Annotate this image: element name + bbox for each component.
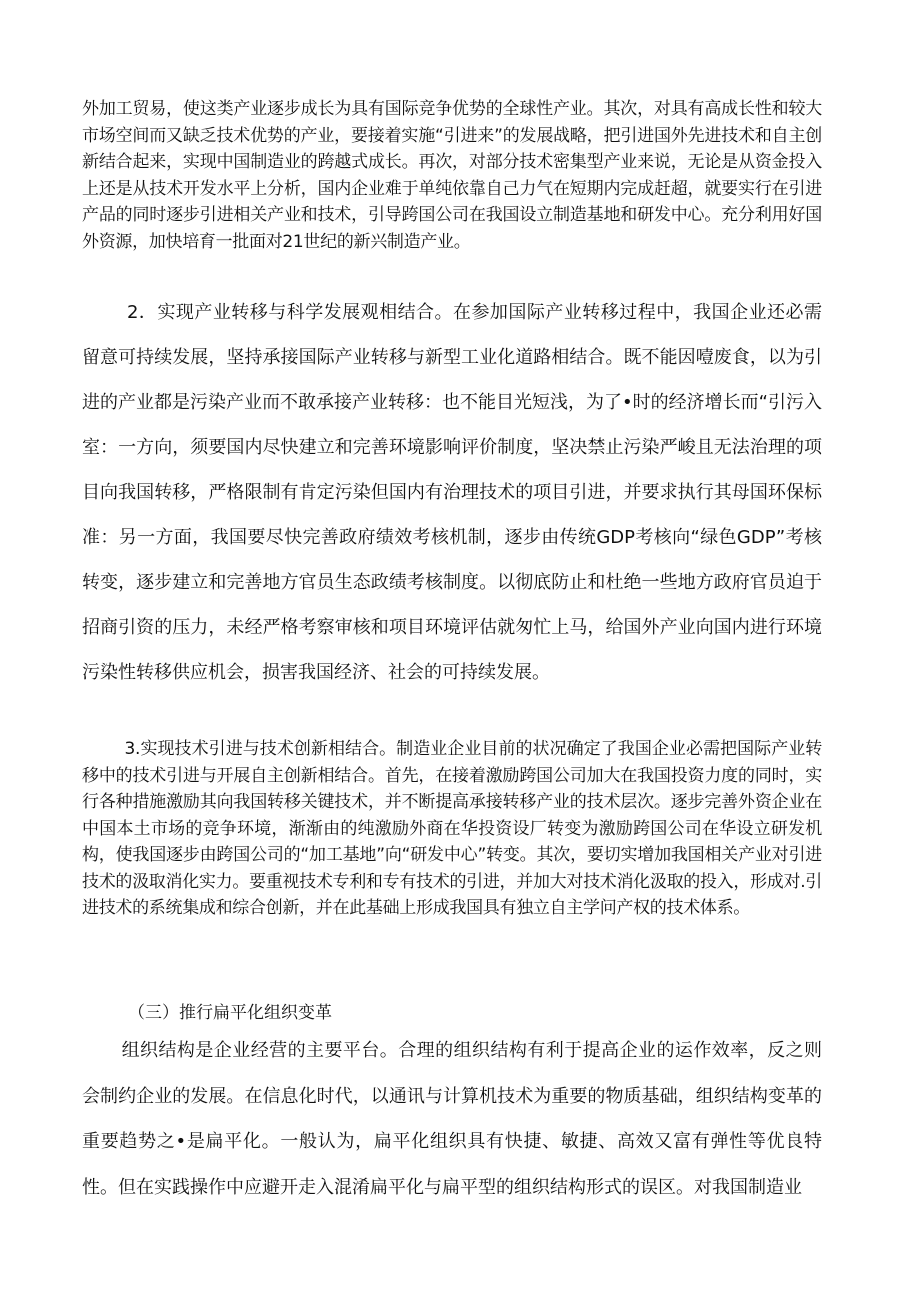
paragraph-organization-structure: 组织结构是企业经营的主要平台。合理的组织结构有利于提高企业的运作效率，反之则会制约企业的发展。在信息化时代，以通讯与计算机技术为重要的物质基础，组织结构变革的重要趋势之•是扁平化。一般认为，扁平化组织具有快捷、敏捷、高效又富有弹性等优良特性。但在实践操作中应避开走入混淆扁平化与扁平型的组织结构形式的误区。对我国制造业 <box>82 1040 822 1198</box>
paragraph-continuation: 外加工贸易，使这类产业逐步成长为具有国际竞争优势的全球性产业。其次，对具有高成长性和较大市场空间而又缺乏技术优势的产业，要接着实施“引进来”的发展战略，把引进国外先进技术和自主创新结合起来，实现中国制造业的跨越式成长。再次，对部分技术密集型产业来说，无论是从资金投入上还是从技术开发水平上分析，国内企业难于单纯依靠自己力气在短期内完成赶超，就要实行在引进产品的同时逐步引进相关产业和技术，引导跨国公司在我国设立制造基地和研发中心。充分利用好国外资源，加快培育一批面对21世纪的新兴制造产业。 <box>82 99 822 252</box>
paragraph-industry-transfer: 2．实现产业转移与科学发展观相结合。在参加国际产业转移过程中，我国企业还必需留意可持续发展，坚持承接国际产业转移与新型工业化道路相结合。既不能因噎废食，以为引进的产业都是污染产业而不敢承接产业转移：也不能目光短浅，为了•时的经济增长而“引污入室：一方向，须要国内尽快建立和完善环境影响评价制度，坚决禁止污染严峻且无法治理的项目向我国转移，严格限制有肯定污染但国内有治理技术的项目引进，并要求执行其母国环保标准：另一方面，我国要尽快完善政府绩效考核机制，逐步由传统GDP考核向“绿色GDP”考核转变，逐步建立和完善地方官员生态政绩考核制度。以彻底防止和杜绝一些地方政府官员迫于招商引资的压力，未经严格考察审核和项目环境评估就匆忙上马，给国外产业向国内进行环境污染性转移供应机会，损害我国经济、社会的可持续发展。 <box>82 302 822 683</box>
section-heading: （三）推行扁平化组织变革 <box>128 1003 332 1023</box>
paragraph-technology-introduction: 3.实现技术引进与技术创新相结合。制造业企业目前的状况确定了我国企业必需把国际产业转移中的技术引进与开展自主创新相结合。首先，在接着激励跨国公司加大在我国投资力度的同时，实行各种措施激励其向我国转移关键技术，并不断提高承接转移产业的技术层次。逐步完善外资企业在中国本土市场的竞争环境，渐渐由的纯激励外商在华投资设厂转变为激励跨国公司在华设立研发机构，使我国逐步由跨国公司的“加工基地”向“研发中心”转变。其次，要切实增加我国相关产业对引进技术的汲取消化实力。要重视技术专利和专有技术的引进，并加大对技术消化汲取的投入，形成对.引进技术的系统集成和综合创新，并在此基础上形成我国具有独立自主学问产权的技术体系。 <box>82 739 822 918</box>
